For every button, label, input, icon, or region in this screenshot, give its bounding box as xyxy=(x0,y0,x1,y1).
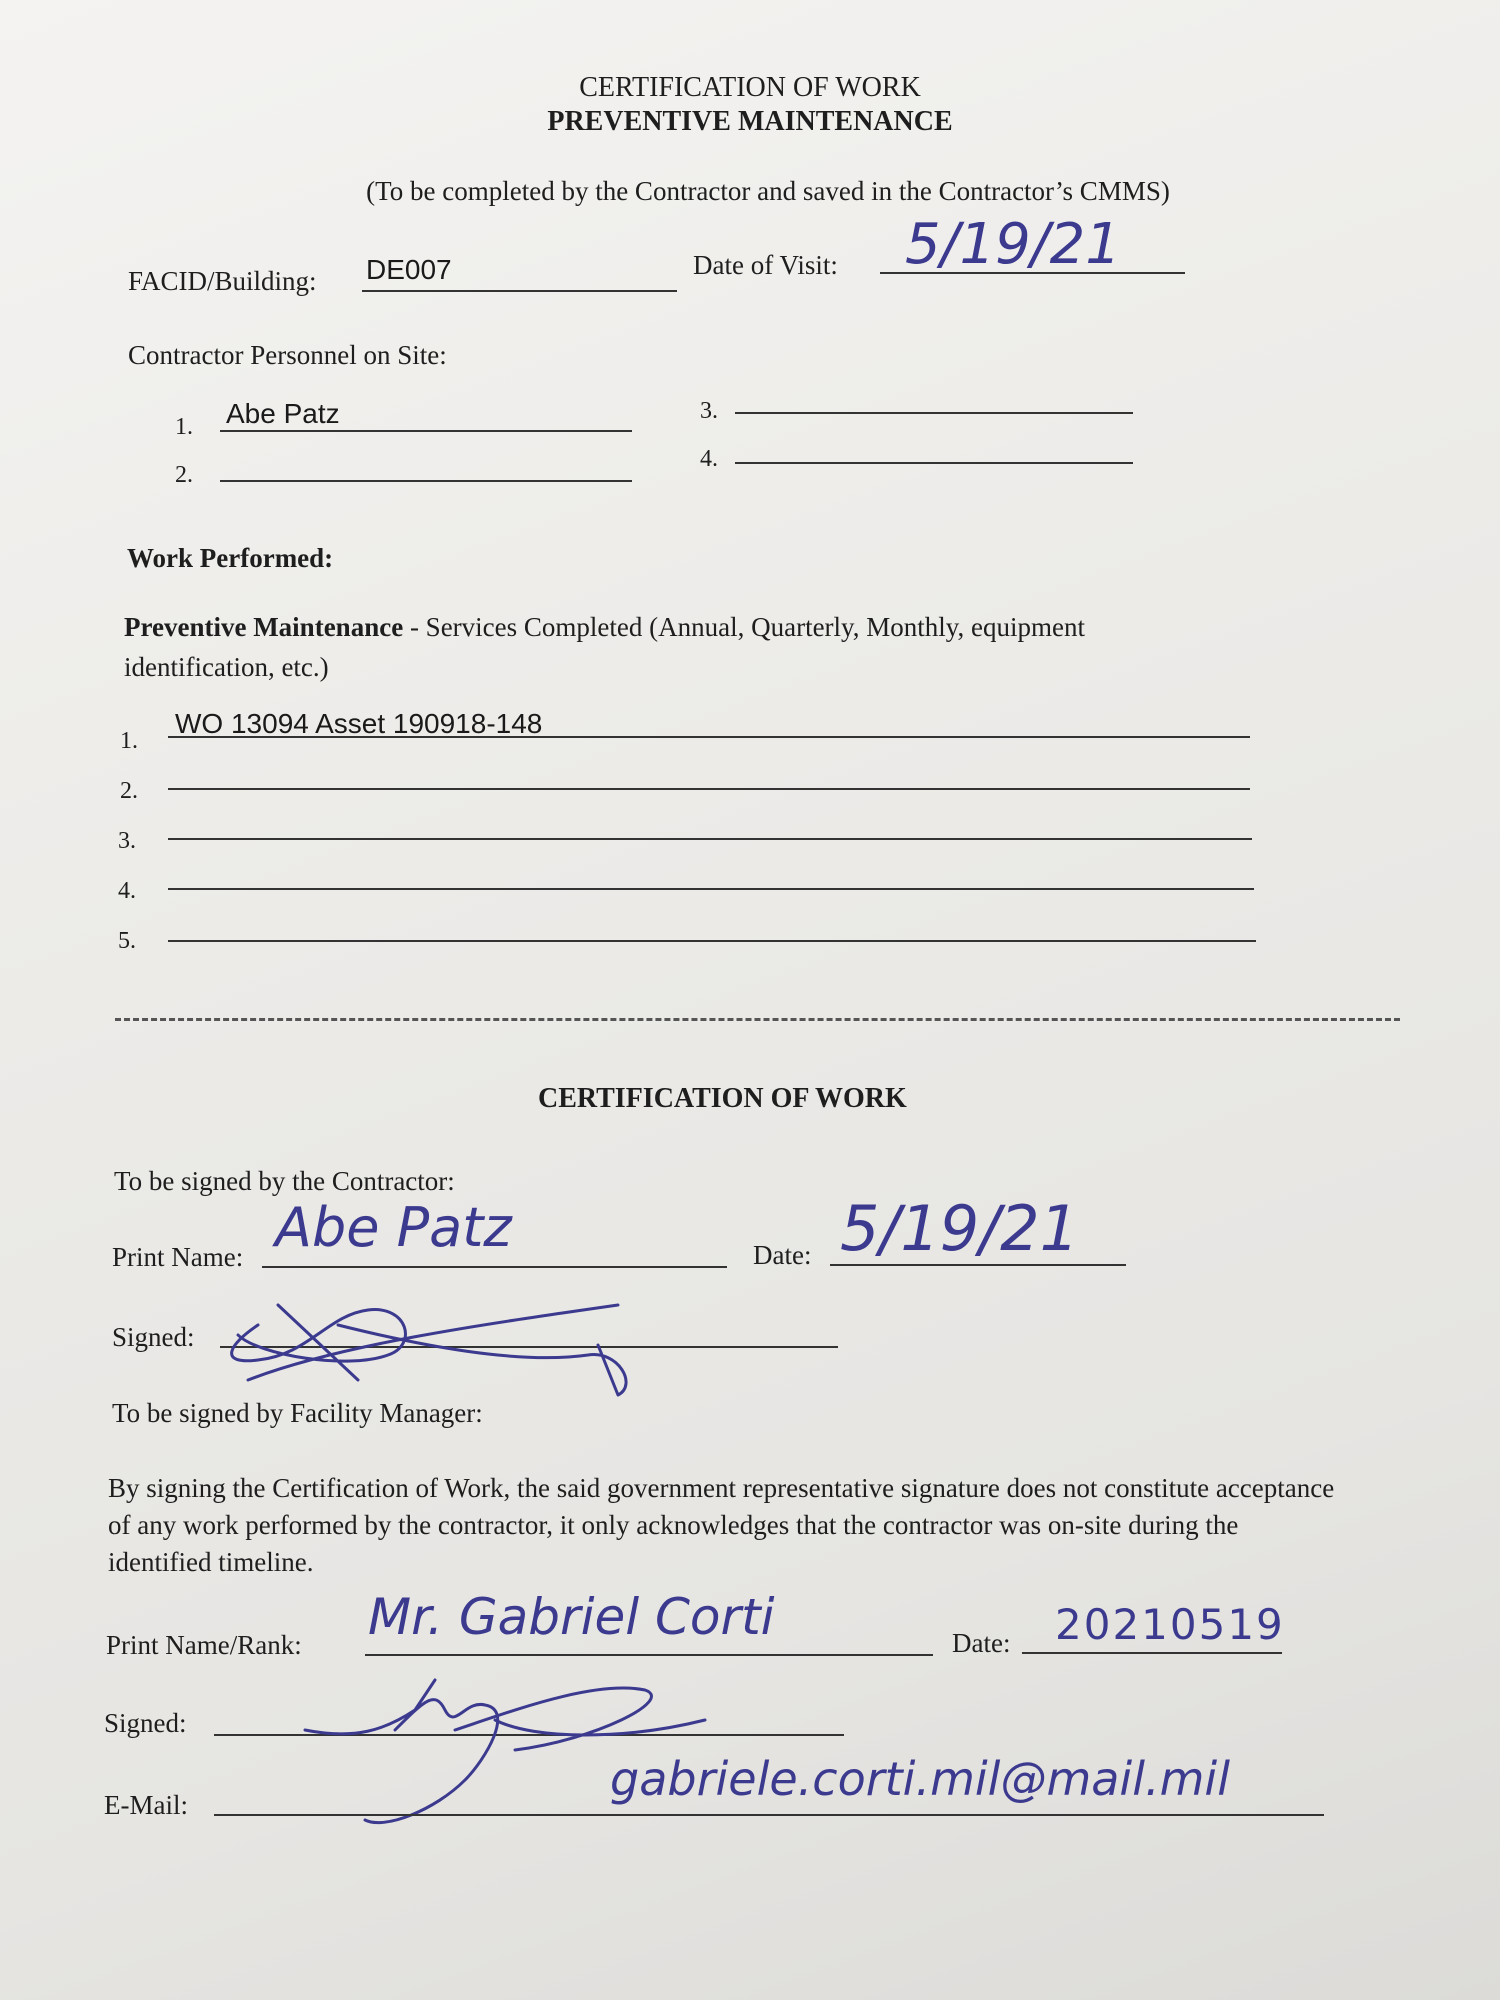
manager-email-line xyxy=(214,1814,1324,1816)
personnel-num-2: 2. xyxy=(175,462,193,488)
pm-bold: Preventive Maintenance xyxy=(124,612,404,642)
personnel-line-3 xyxy=(735,412,1133,414)
manager-signature-scribble xyxy=(295,1670,715,1830)
pm-description-line-1 xyxy=(124,612,1085,643)
work-line-2 xyxy=(168,788,1250,790)
manager-disclaimer: By signing the Certification of Work, the said government representative signature does not constitute acceptance of any work performed by the contractor, it only acknowledges that the contractor was on-site during the identified timeline. xyxy=(108,1473,1335,1577)
manager-email-label: E-Mail: xyxy=(104,1790,188,1820)
manager-intro: To be signed by Facility Manager: xyxy=(112,1398,483,1428)
work-line-3 xyxy=(168,838,1252,840)
personnel-num-1: 1. xyxy=(175,414,193,440)
date-of-visit-label: Date of Visit: xyxy=(693,250,838,280)
date-of-visit-value[interactable]: 5/19/21 xyxy=(905,212,1121,277)
work-num-1: 1. xyxy=(120,728,138,754)
manager-date-line xyxy=(1022,1652,1282,1654)
contractor-signed-label: Signed: xyxy=(112,1322,195,1352)
work-num-5: 5. xyxy=(118,928,136,954)
personnel-num-3: 3. xyxy=(700,398,718,424)
facid-value[interactable]: DE007 xyxy=(366,254,452,285)
personnel-line-4 xyxy=(735,462,1133,464)
contractor-date-value[interactable]: 5/19/21 xyxy=(840,1192,1080,1265)
work-num-2: 2. xyxy=(120,778,138,804)
work-line-4 xyxy=(168,888,1254,890)
work-heading: Work Performed: xyxy=(127,543,334,573)
title-line-2: PREVENTIVE MAINTENANCE xyxy=(547,106,953,137)
certification-heading: CERTIFICATION OF WORK xyxy=(538,1083,907,1114)
personnel-num-4: 4. xyxy=(700,446,718,472)
contractor-date-label: Date: xyxy=(753,1240,812,1270)
subtitle: (To be completed by the Contractor and saved in the Contractor’s CMMS) xyxy=(366,176,1170,206)
contractor-print-name-line xyxy=(262,1266,727,1268)
manager-email-value[interactable]: gabriele.corti.mil@mail.mil xyxy=(610,1752,1230,1806)
section-divider xyxy=(115,1018,1400,1021)
contractor-print-name-label: Print Name: xyxy=(112,1242,244,1272)
manager-print-name-value[interactable]: Mr. Gabriel Corti xyxy=(368,1588,775,1646)
title-line-1: CERTIFICATION OF WORK xyxy=(579,72,921,103)
personnel-value-1[interactable]: Abe Patz xyxy=(226,398,340,429)
contractor-intro: To be signed by the Contractor: xyxy=(114,1166,455,1196)
pm-rest: - Services Completed (Annual, Quarterly, Monthly, equipment xyxy=(403,612,1086,642)
personnel-line-1 xyxy=(220,430,632,432)
facid-line xyxy=(362,290,677,292)
manager-date-value[interactable]: 20210519 xyxy=(1055,1600,1285,1649)
manager-print-name-label: Print Name/Rank: xyxy=(106,1630,302,1660)
facid-label: FACID/Building: xyxy=(128,266,317,296)
personnel-label: Contractor Personnel on Site: xyxy=(128,340,447,370)
contractor-print-name-value[interactable]: Abe Patz xyxy=(275,1196,512,1259)
pm-description-line-2: identification, etc.) xyxy=(124,652,329,682)
personnel-line-2 xyxy=(220,480,632,482)
work-num-3: 3. xyxy=(118,828,136,854)
manager-print-name-line xyxy=(365,1654,933,1656)
manager-date-label: Date: xyxy=(952,1628,1011,1658)
work-line-5 xyxy=(168,940,1256,942)
work-value-1[interactable]: WO 13094 Asset 190918-148 xyxy=(175,708,543,739)
work-num-4: 4. xyxy=(118,878,136,904)
manager-signed-label: Signed: xyxy=(104,1708,187,1738)
